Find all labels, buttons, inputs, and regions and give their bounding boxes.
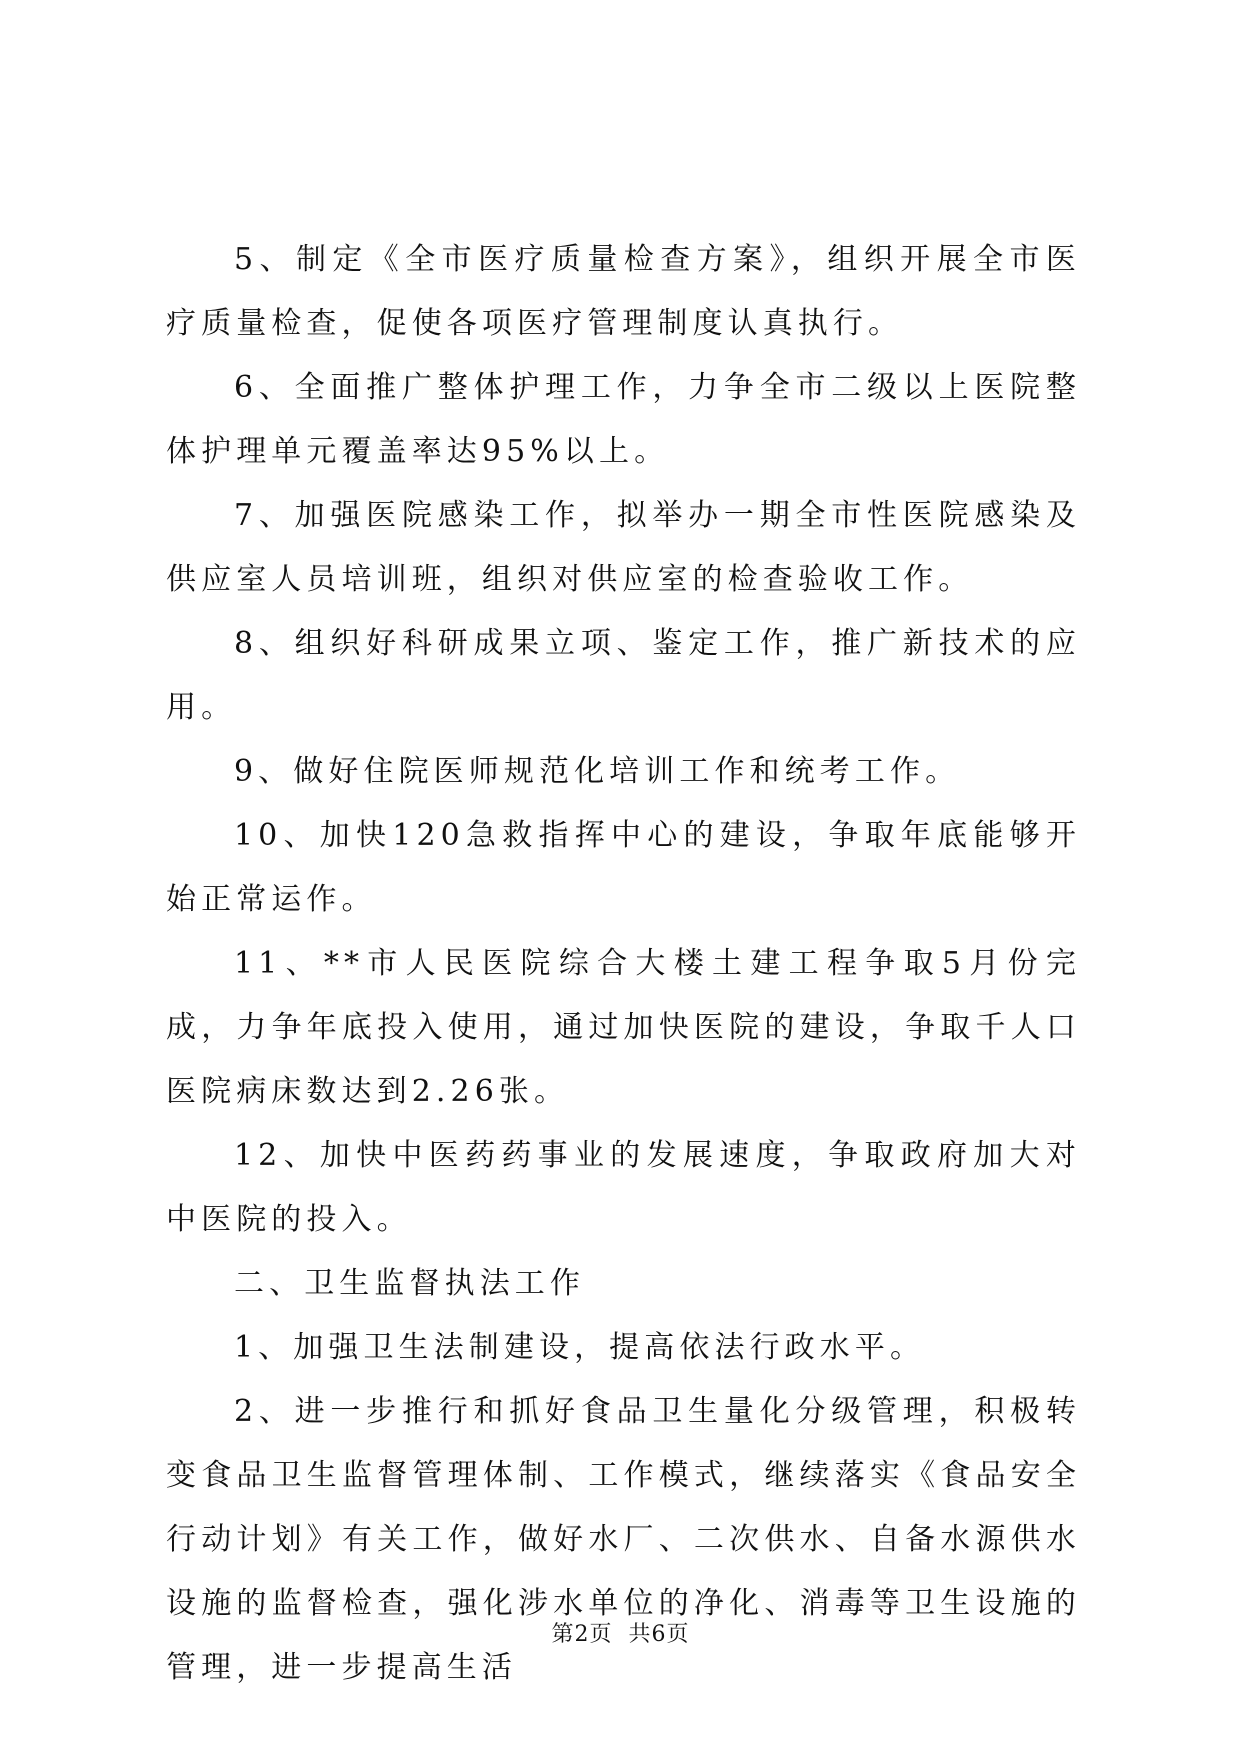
paragraph-item-11: 11、**市人民医院综合大楼土建工程争取5月份完成，力争年底投入使用，通过加快医院的建设，争取千人口医院病床数达到2.26张。	[166, 946, 1081, 1109]
page-footer	[0, 1617, 1241, 1648]
paragraph-item-8: 8、组织好科研成果立项、鉴定工作，推广新技术的应用。	[166, 626, 1081, 725]
paragraph-item-7: 7、加强医院感染工作，拟举办一期全市性医院感染及供应室人员培训班，组织对供应室的检查验收工作。	[166, 498, 1081, 597]
paragraph-item-2: 2、进一步推行和抓好食品卫生量化分级管理，积极转变食品卫生监督管理体制、工作模式，继续落实《食品安全行动计划》有关工作，做好水厂、二次供水、自备水源供水设施的监督检查，强化涉水单位的净化、消毒等卫生设施的管理，进一步提高生活	[166, 1394, 1081, 1685]
page-number: 第2页	[551, 1622, 613, 1647]
paragraph-item-6: 6、全面推广整体护理工作，力争全市二级以上医院整体护理单元覆盖率达95%以上。	[166, 370, 1081, 469]
document-body	[166, 228, 1081, 1700]
paragraph-item-5: 5、制定《全市医疗质量检查方案》，组织开展全市医疗质量检查，促使各项医疗管理制度认真执行。	[166, 242, 1081, 341]
section-heading: 二、卫生监督执法工作	[234, 1266, 585, 1301]
paragraph-item-12: 12、加快中医药药事业的发展速度，争取政府加大对中医院的投入。	[166, 1138, 1081, 1237]
paragraph-item-9: 9、做好住院医师规范化培训工作和统考工作。	[234, 754, 961, 789]
paragraph-item-1: 1、加强卫生法制建设，提高依法行政水平。	[234, 1330, 926, 1365]
page-total: 共6页	[628, 1622, 690, 1647]
paragraph-item-10: 10、加快120急救指挥中心的建设，争取年底能够开始正常运作。	[166, 818, 1081, 917]
